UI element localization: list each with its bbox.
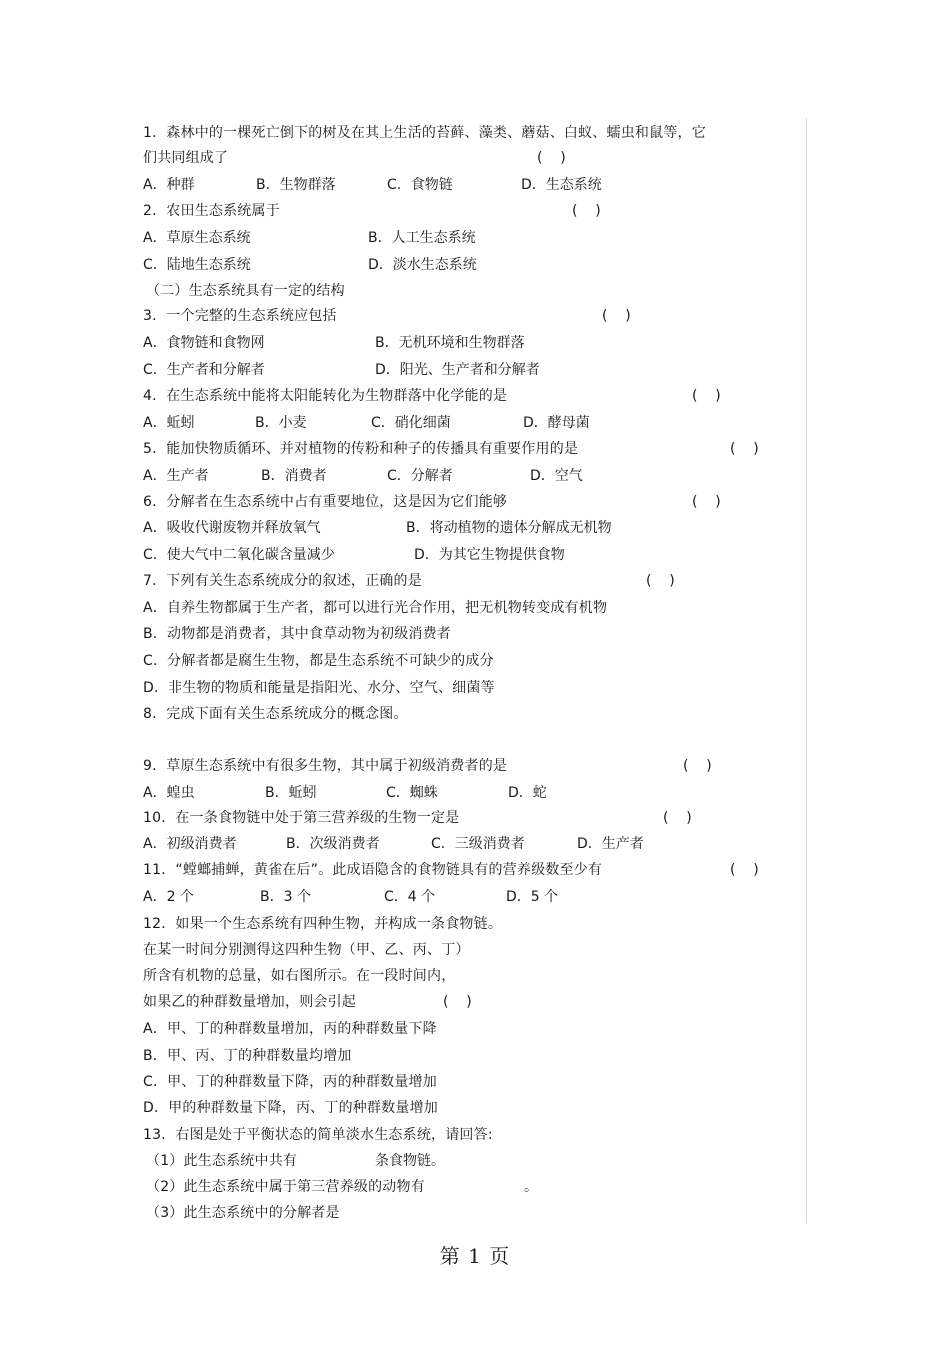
answer-paren: ( ) — [692, 388, 721, 404]
question-12-stem-cont: 所含有机物的总量，如右图所示。在一段时间内， — [143, 968, 456, 984]
option-c: C．蜘蛛 — [386, 785, 438, 801]
subquestion-2-tail: 。 — [524, 1179, 538, 1195]
section-heading: （二）生态系统具有一定的结构 — [146, 283, 345, 299]
question-7-stem: 7．下列有关生态系统成分的叙述，正确的是 — [143, 573, 422, 589]
option-a: A．2 个 — [143, 889, 194, 905]
answer-paren: ( ) — [602, 308, 631, 324]
question-3-stem: 3．一个完整的生态系统应包括 — [143, 308, 337, 324]
subquestion-3: （3）此生态系统中的分解者是 — [146, 1205, 340, 1221]
question-12-stem: 12．如果一个生态系统有四种生物，并构成一条食物链。 — [143, 916, 503, 932]
answer-paren: ( ) — [646, 573, 675, 589]
option-a: A．食物链和食物网 — [143, 335, 265, 351]
option-d: D．酵母菌 — [523, 415, 590, 431]
option-b: B．将动植物的遗体分解成无机物 — [406, 520, 612, 536]
subquestion-2: （2）此生态系统中属于第三营养级的动物有 — [146, 1179, 425, 1195]
option-a: A．种群 — [143, 177, 195, 193]
question-13-stem: 13．右图是处于平衡状态的简单淡水生态系统，请回答: — [143, 1127, 493, 1143]
option-a: A．吸收代谢废物并释放氧气 — [143, 520, 321, 536]
option-a: A．蝗虫 — [143, 785, 195, 801]
question-2-stem: 2．农田生态系统属于 — [143, 203, 280, 219]
option-b: B．次级消费者 — [286, 836, 380, 852]
option-a: A．生产者 — [143, 468, 209, 484]
page-number: 第 1 页 — [439, 1244, 511, 1268]
question-1-stem: 1．森林中的一棵死亡倒下的树及在其上生活的苔藓、藻类、蘑菇、白蚁、蠕虫和鼠等，它 — [143, 125, 706, 141]
option-b: B．无机环境和生物群落 — [375, 335, 525, 351]
question-5-stem: 5．能加快物质循环、并对植物的传粉和种子的传播具有重要作用的是 — [143, 441, 579, 457]
option-d: D．非生物的物质和能量是指阳光、水分、空气、细菌等 — [143, 680, 495, 696]
option-d: D．为其它生物提供食物 — [414, 547, 565, 563]
answer-paren: ( ) — [683, 758, 712, 774]
option-b: B．动物都是消费者，其中食草动物为初级消费者 — [143, 626, 452, 642]
answer-paren: ( ) — [730, 862, 759, 878]
option-c: C．4 个 — [384, 889, 436, 905]
option-c: C．分解者 — [387, 468, 453, 484]
question-1-stem-cont: 们共同组成了 — [143, 150, 229, 166]
option-b: B．甲、丙、丁的种群数量均增加 — [143, 1048, 352, 1064]
option-d: D．阳光、生产者和分解者 — [375, 362, 540, 378]
page-border-line — [806, 118, 807, 1223]
option-c: C．甲、丁的种群数量下降，丙的种群数量增加 — [143, 1074, 437, 1090]
question-12-stem-cont: 在某一时间分别测得这四种生物（甲、乙、丙、丁） — [143, 942, 470, 958]
option-a: A．蚯蚓 — [143, 415, 195, 431]
answer-paren: ( ) — [572, 203, 601, 219]
answer-paren: ( ) — [692, 494, 721, 510]
question-6-stem: 6．分解者在生态系统中占有重要地位，这是因为它们能够 — [143, 494, 508, 510]
option-b: B．人工生态系统 — [368, 230, 476, 246]
answer-paren: ( ) — [537, 150, 566, 166]
option-d: D．生态系统 — [521, 177, 602, 193]
question-12-stem-cont: 如果乙的种群数量增加，则会引起 — [143, 994, 356, 1010]
option-c: C．食物链 — [387, 177, 453, 193]
option-c: C．陆地生态系统 — [143, 257, 251, 273]
option-a: A．甲、丁的种群数量增加，丙的种群数量下降 — [143, 1021, 437, 1037]
option-b: B．蚯蚓 — [265, 785, 317, 801]
option-a: A．初级消费者 — [143, 836, 237, 852]
question-10-stem: 10．在一条食物链中处于第三营养级的生物一定是 — [143, 810, 460, 826]
question-4-stem: 4．在生态系统中能将太阳能转化为生物群落中化学能的是 — [143, 388, 508, 404]
subquestion-1: （1）此生态系统中共有 — [146, 1153, 298, 1169]
option-b: B．消费者 — [261, 468, 327, 484]
option-c: C．分解者都是腐生生物，都是生态系统不可缺少的成分 — [143, 653, 494, 669]
option-c: C．生产者和分解者 — [143, 362, 265, 378]
option-d: D．5 个 — [506, 889, 559, 905]
option-a: A．自养生物都属于生产者，都可以进行光合作用，把无机物转变成有机物 — [143, 600, 608, 616]
option-b: B．生物群落 — [256, 177, 336, 193]
option-d: D．生产者 — [577, 836, 644, 852]
option-d: D．淡水生态系统 — [368, 257, 477, 273]
subquestion-1-tail: 条食物链。 — [375, 1153, 445, 1169]
answer-paren: ( ) — [443, 994, 472, 1010]
option-b: B．小麦 — [255, 415, 307, 431]
option-d: D．空气 — [530, 468, 583, 484]
answer-paren: ( ) — [730, 441, 759, 457]
option-c: C．三级消费者 — [431, 836, 525, 852]
question-9-stem: 9．草原生态系统中有很多生物，其中属于初级消费者的是 — [143, 758, 508, 774]
option-a: A．草原生态系统 — [143, 230, 251, 246]
option-d: D．甲的种群数量下降，丙、丁的种群数量增加 — [143, 1100, 438, 1116]
option-b: B．3 个 — [260, 889, 311, 905]
option-c: C．硝化细菌 — [371, 415, 451, 431]
question-11-stem: 11．“螳螂捕蝉，黄雀在后”。此成语隐含的食物链具有的营养级数至少有 — [143, 862, 603, 878]
option-c: C．使大气中二氧化碳含量减少 — [143, 547, 335, 563]
answer-paren: ( ) — [663, 810, 692, 826]
option-d: D．蛇 — [508, 785, 547, 801]
question-8-stem: 8．完成下面有关生态系统成分的概念图。 — [143, 706, 408, 722]
